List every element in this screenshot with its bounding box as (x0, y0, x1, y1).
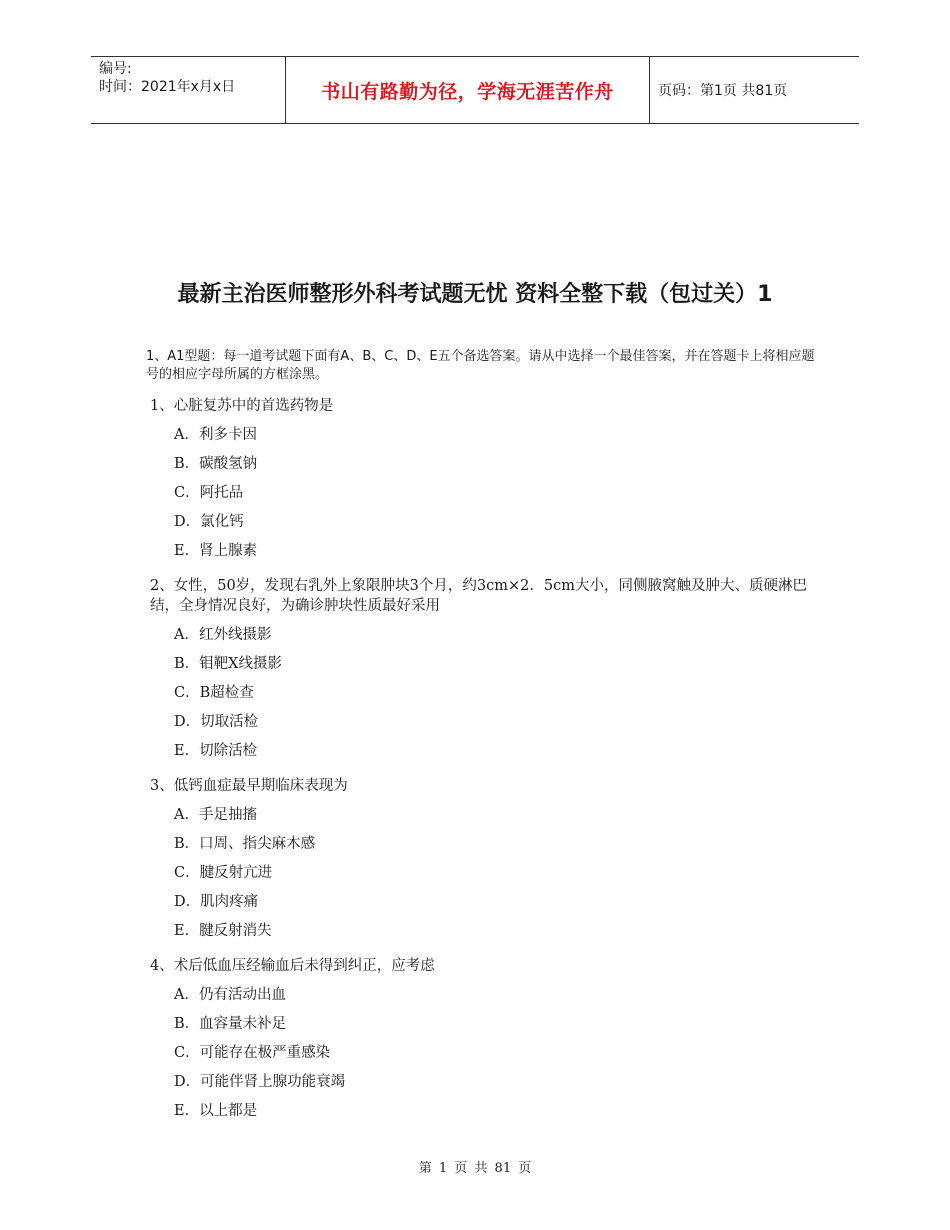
question-text: 4、术后低血压经输血后未得到纠正，应考虑 (150, 958, 435, 974)
option-a: A．仍有活动出血 (174, 987, 286, 1003)
header-meta (91, 57, 286, 123)
option-a: A．利多卡因 (174, 427, 257, 443)
option-b: B．血容量未补足 (174, 1016, 287, 1032)
option-a: A．手足抽搐 (174, 807, 257, 823)
question-4 (150, 956, 820, 1130)
instructions: 1、A1型题：每一道考试题下面有A、B、C、D、E五个备选答案。请从中选择一个最佳答案，并在答题卡上将相应题号的相应字母所属的方框涂黑。 (146, 349, 815, 382)
time-label: 时间：2021年x月x日 (99, 79, 236, 95)
option-d: D．切取活检 (174, 714, 259, 730)
option-c: C．阿托品 (174, 485, 244, 501)
serial-label: 编号: (99, 61, 132, 77)
header-motto: 书山有路勤为径，学海无涯苦作舟 (286, 57, 650, 123)
option-e: E．肾上腺素 (174, 543, 258, 559)
option-c: C．腱反射亢进 (174, 865, 273, 881)
page-footer: 第 1 页 共 81 页 (418, 1161, 532, 1176)
question-text: 2、女性，50岁，发现右乳外上象限肿块3个月，约3cm×2．5cm大小，同侧腋窝触及肿大、质硬淋巴结，全身情况良好，为确诊肿块性质最好采用 (150, 578, 807, 614)
option-a: A．红外线摄影 (174, 627, 272, 643)
question-text: 1、心脏复苏中的首选药物是 (150, 398, 334, 414)
option-d: D．肌肉疼痛 (174, 894, 259, 910)
option-c: C．B超检查 (174, 685, 254, 701)
question-3 (150, 776, 820, 950)
document-title: 最新主治医师整形外科考试题无忧 资料全整下载（包过关）1 (177, 282, 773, 307)
option-d: D．氯化钙 (174, 514, 244, 530)
question-list (150, 396, 820, 1136)
question-2 (150, 576, 820, 770)
header-page-info: 页码：第1页 共81页 (658, 83, 788, 99)
option-c: C．可能存在极严重感染 (174, 1045, 331, 1061)
document-header (91, 56, 859, 124)
option-e: E．腱反射消失 (174, 923, 272, 939)
option-b: B．碳酸氢钠 (174, 456, 258, 472)
option-d: D．可能伴肾上腺功能衰竭 (174, 1074, 346, 1090)
option-b: B．钼靶X线摄影 (174, 656, 282, 672)
option-e: E．切除活检 (174, 743, 258, 759)
option-b: B．口周、指尖麻木感 (174, 836, 316, 852)
question-text: 3、低钙血症最早期临床表现为 (150, 778, 348, 794)
question-1 (150, 396, 820, 570)
option-e: E．以上都是 (174, 1103, 258, 1119)
